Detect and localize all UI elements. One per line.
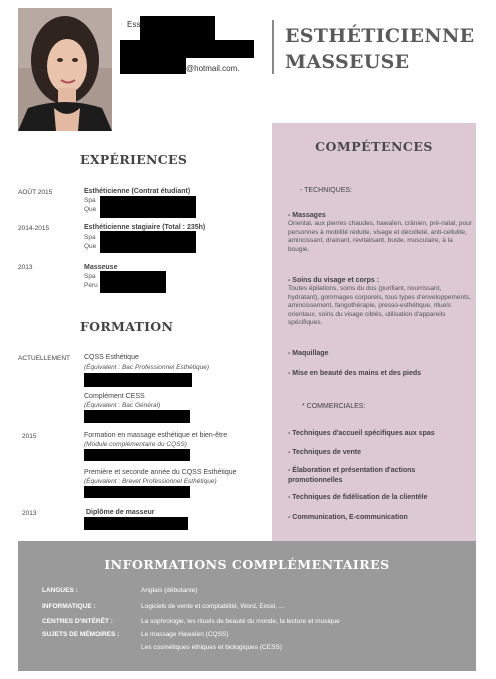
redacted-school [84,486,190,498]
competences-title: COMPÉTENCES [315,139,433,154]
formation-date: 2013 [22,510,37,517]
experience-line: Que [84,206,97,213]
experience-date: 2013 [18,264,33,271]
email-text: @hotmail.com. [186,64,240,73]
techniques-heading: - TECHNIQUES: [300,187,352,194]
massages-text: Oriental, aux pierres chaudes, hawaïen, crânien, pré-natal, pour personnes à mobilité réduite, visage et décolleté, anti-cellulite, amincissant, drainant, revitalisant, buste, musculaire, à la bougie. [288,220,472,253]
redacted-address [120,40,254,58]
formation-name: Formation en massage esthétique et bien-être [84,432,228,439]
redacted-email [120,57,186,74]
mise-en-beaute-item: - Mise en beauté des mains et des pieds [288,370,422,377]
profile-photo [18,8,112,131]
formation-equivalence: (Module complémentaire du CQSS) [84,441,187,448]
formation-title: FORMATION [80,319,174,334]
redacted-employer [100,231,196,253]
job-title-line2: MASSEUSE [285,51,410,73]
formation-equivalence: (Équivalent : Bac Professionnel Esthétique) [84,364,210,371]
formation-name: Diplôme de masseur [86,509,155,516]
maquillage-item: - Maquillage [288,350,329,357]
formation-name: Première et seconde année du CQSS Esthétique [84,469,237,476]
formation-name: Complément CESS [84,393,145,400]
info-value: Anglais (débutante) [141,587,198,594]
formation-equivalence: (Équivalent : Brevet Professionnel Esthétique) [84,478,217,485]
redacted-school [84,449,190,461]
redacted-school [84,373,192,387]
redacted-school [84,517,188,530]
redacted-school [84,410,190,423]
commerciales-item: - Communication, E-communication [288,514,408,521]
experience-role: Esthéticienne stagiaire (Total : 235h) [84,224,206,231]
info-label: SUJETS DE MÉMOIRES : [42,631,120,638]
commerciales-item: - Techniques de fidélisation de la clientèle [288,494,428,501]
experience-role: Esthéticienne (Contrat étudiant) [84,188,191,195]
formation-equivalence: (Équivalent : Bac Général) [84,402,161,409]
redacted-employer [100,196,196,218]
commerciales-item: - Élaboration et présentation d'actions promotionnelles [288,467,416,484]
experience-line: Peru [84,282,98,289]
commerciales-item: - Techniques d'accueil spécifiques aux spas [288,430,435,437]
experience-line: Que [84,243,97,250]
formation-name: CQSS Esthétique [84,354,139,361]
redacted-employer [100,271,166,293]
portrait-image [18,8,112,131]
commerciales-item: - Techniques de vente [288,449,361,456]
soins-heading: - Soins du visage et corps : [288,277,380,284]
experience-line: Spa [84,234,96,241]
formation-date: 2015 [22,433,37,440]
soins-text: Toutes épilations, soins du dos (purifiant, nourrissant, hydratant), gommages corporels, tous types d'enveloppements, amincissement, fangothérapie, presso-esthétique, rituels orientaux, soins du visage ciblés, utilisation d'appareils spécifiques. [288,285,471,327]
experience-line: Spa [84,273,96,280]
info-value: Les cosmétiques éthiques et biologiques (CESS) [141,644,282,651]
info-value: Logiciels de vente et comptabilité, Word, Excel, ... [141,603,285,610]
experience-line: Spa [84,197,96,204]
formation-date: ACTUELLEMENT [18,355,71,362]
info-value: Le massage Hawaïen (CQSS) [141,631,229,638]
massages-heading: - Massages [288,212,326,219]
experience-date: 2014-2015 [18,225,50,232]
experience-role: Masseuse [84,264,118,271]
name-text: Ess [127,20,141,29]
commerciales-heading: * COMMERCIALES: [302,403,366,410]
info-label: LANGUES : [42,587,78,594]
header-divider [272,20,274,74]
experiences-title: EXPÉRIENCES [80,152,188,167]
job-title-line1: ESTHÉTICIENNE [285,25,475,47]
redacted-name [140,16,215,40]
informations-title: INFORMATIONS COMPLÉMENTAIRES [104,557,390,572]
info-label: INFORMATIQUE : [42,603,96,610]
info-value: La sophrologie, les rituels de beauté du monde, la lecture et musique [141,618,340,625]
info-label: CENTRES D'INTÉRÊT : [42,618,113,625]
experience-date: AOÛT 2015 [18,189,53,196]
